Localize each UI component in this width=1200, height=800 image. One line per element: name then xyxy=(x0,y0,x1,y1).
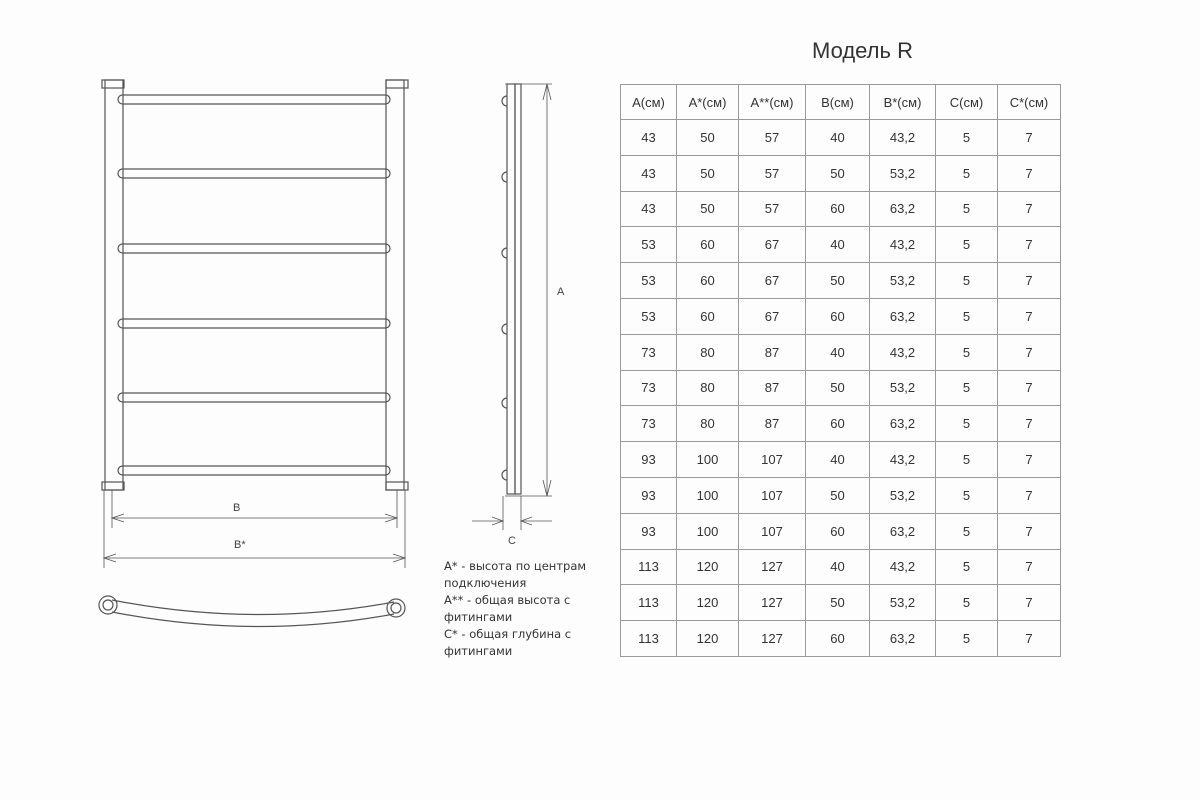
table-cell: 43 xyxy=(621,120,677,156)
note-a-double-star: A** - общая высота с фитингами xyxy=(444,593,571,624)
table-cell: 5 xyxy=(936,406,998,442)
table-row xyxy=(621,406,1061,442)
note-a-star: A* - высота по центрам подключения xyxy=(444,559,587,590)
table-cell: 60 xyxy=(677,227,739,263)
header-c-star: C*(см) xyxy=(998,85,1061,120)
table-cell: 5 xyxy=(936,513,998,549)
table-row xyxy=(621,549,1061,585)
table-cell: 53 xyxy=(621,298,677,334)
table-row xyxy=(621,120,1061,156)
note-c-star: C* - общая глубина с фитингами xyxy=(444,627,572,658)
table-cell: 50 xyxy=(677,120,739,156)
table-cell: 63,2 xyxy=(870,621,936,657)
right-vertical-pipe xyxy=(386,80,404,490)
table-cell: 57 xyxy=(739,120,806,156)
table-cell: 7 xyxy=(998,191,1061,227)
table-cell: 5 xyxy=(936,549,998,585)
table-cell: 100 xyxy=(677,513,739,549)
table-cell: 80 xyxy=(677,370,739,406)
table-cell: 5 xyxy=(936,263,998,299)
table-cell: 127 xyxy=(739,621,806,657)
table-cell: 53,2 xyxy=(870,155,936,191)
table-cell: 40 xyxy=(806,549,870,585)
table-cell: 63,2 xyxy=(870,513,936,549)
header-b-star: B*(см) xyxy=(870,85,936,120)
table-cell: 87 xyxy=(739,370,806,406)
table-cell: 60 xyxy=(806,298,870,334)
table-cell: 5 xyxy=(936,370,998,406)
table-cell: 7 xyxy=(998,549,1061,585)
table-cell: 53,2 xyxy=(870,263,936,299)
table-cell: 40 xyxy=(806,334,870,370)
table-cell: 50 xyxy=(677,191,739,227)
table-cell: 120 xyxy=(677,621,739,657)
table-cell: 53,2 xyxy=(870,585,936,621)
table-cell: 63,2 xyxy=(870,191,936,227)
table-row xyxy=(621,370,1061,406)
table-row xyxy=(621,477,1061,513)
table-cell: 7 xyxy=(998,227,1061,263)
dimension-notes xyxy=(444,558,614,660)
table-cell: 60 xyxy=(806,191,870,227)
table-cell: 50 xyxy=(806,370,870,406)
table-cell: 107 xyxy=(739,442,806,478)
table-cell: 57 xyxy=(739,191,806,227)
table-row xyxy=(621,155,1061,191)
table-cell: 43,2 xyxy=(870,549,936,585)
left-vertical-pipe xyxy=(105,80,123,490)
header-a: A(см) xyxy=(621,85,677,120)
table-cell: 60 xyxy=(806,513,870,549)
table-cell: 60 xyxy=(806,621,870,657)
page-title: Модель R xyxy=(812,38,913,63)
table-row xyxy=(621,334,1061,370)
table-cell: 40 xyxy=(806,442,870,478)
table-header-row xyxy=(621,85,1061,120)
table-cell: 50 xyxy=(677,155,739,191)
table-cell: 43 xyxy=(621,155,677,191)
table-cell: 7 xyxy=(998,120,1061,156)
right-bottom-cap xyxy=(386,482,408,490)
table-cell: 7 xyxy=(998,155,1061,191)
table-cell: 5 xyxy=(936,621,998,657)
side-view xyxy=(472,84,552,530)
rung-4 xyxy=(118,319,390,328)
table-cell: 5 xyxy=(936,298,998,334)
table-cell: 7 xyxy=(998,370,1061,406)
header-a-star: A*(см) xyxy=(677,85,739,120)
table-cell: 107 xyxy=(739,477,806,513)
table-row xyxy=(621,621,1061,657)
table-cell: 7 xyxy=(998,442,1061,478)
table-cell: 53,2 xyxy=(870,370,936,406)
table-cell: 100 xyxy=(677,442,739,478)
table-cell: 7 xyxy=(998,334,1061,370)
rung-1 xyxy=(118,95,390,104)
table-cell: 67 xyxy=(739,227,806,263)
label-c: C xyxy=(508,535,516,547)
table-cell: 5 xyxy=(936,227,998,263)
table-row xyxy=(621,191,1061,227)
table-cell: 7 xyxy=(998,263,1061,299)
table-cell: 67 xyxy=(739,298,806,334)
table-cell: 107 xyxy=(739,513,806,549)
dimensions-table xyxy=(620,84,1061,657)
table-row xyxy=(621,513,1061,549)
table-cell: 7 xyxy=(998,477,1061,513)
table-cell: 57 xyxy=(739,155,806,191)
header-b: B(см) xyxy=(806,85,870,120)
rung-2 xyxy=(118,169,390,178)
table-cell: 53 xyxy=(621,227,677,263)
table-cell: 113 xyxy=(621,585,677,621)
table-row xyxy=(621,263,1061,299)
table-cell: 93 xyxy=(621,477,677,513)
table-cell: 73 xyxy=(621,406,677,442)
table-cell: 53 xyxy=(621,263,677,299)
table-cell: 50 xyxy=(806,477,870,513)
table-row xyxy=(621,442,1061,478)
table-cell: 43,2 xyxy=(870,227,936,263)
table-cell: 73 xyxy=(621,370,677,406)
table-cell: 93 xyxy=(621,442,677,478)
table-cell: 113 xyxy=(621,549,677,585)
table-cell: 80 xyxy=(677,334,739,370)
table-cell: 60 xyxy=(677,298,739,334)
table-cell: 50 xyxy=(806,585,870,621)
table-cell: 80 xyxy=(677,406,739,442)
table-cell: 5 xyxy=(936,334,998,370)
table-body xyxy=(621,120,1061,657)
table-cell: 127 xyxy=(739,585,806,621)
table-cell: 43,2 xyxy=(870,442,936,478)
table-cell: 100 xyxy=(677,477,739,513)
table-row xyxy=(621,227,1061,263)
rung-6 xyxy=(118,466,390,475)
table-cell: 7 xyxy=(998,585,1061,621)
table-cell: 67 xyxy=(739,263,806,299)
header-c: C(см) xyxy=(936,85,998,120)
table-cell: 43,2 xyxy=(870,120,936,156)
label-b-total: B* xyxy=(234,539,246,551)
side-pipe-inner xyxy=(515,84,521,494)
table-cell: 87 xyxy=(739,406,806,442)
table-cell: 7 xyxy=(998,513,1061,549)
table-cell: 113 xyxy=(621,621,677,657)
table-cell: 60 xyxy=(806,406,870,442)
table-cell: 120 xyxy=(677,585,739,621)
table-cell: 50 xyxy=(806,155,870,191)
table-cell: 43 xyxy=(621,191,677,227)
rung-5 xyxy=(118,393,390,402)
table-cell: 7 xyxy=(998,298,1061,334)
header-a-double-star: A**(см) xyxy=(739,85,806,120)
top-view xyxy=(99,596,405,627)
table-cell: 5 xyxy=(936,585,998,621)
table-cell: 60 xyxy=(677,263,739,299)
rung-3 xyxy=(118,244,390,253)
label-b: B xyxy=(233,502,241,514)
table-cell: 53,2 xyxy=(870,477,936,513)
table-cell: 50 xyxy=(806,263,870,299)
front-view xyxy=(102,80,408,568)
table-cell: 5 xyxy=(936,191,998,227)
table-cell: 63,2 xyxy=(870,406,936,442)
table-cell: 127 xyxy=(739,549,806,585)
table-cell: 87 xyxy=(739,334,806,370)
table-cell: 40 xyxy=(806,227,870,263)
table-cell: 40 xyxy=(806,120,870,156)
table-cell: 120 xyxy=(677,549,739,585)
table-cell: 93 xyxy=(621,513,677,549)
table-cell: 73 xyxy=(621,334,677,370)
label-a: A xyxy=(557,286,565,298)
table-cell: 63,2 xyxy=(870,298,936,334)
table-cell: 5 xyxy=(936,442,998,478)
table-cell: 5 xyxy=(936,477,998,513)
table-cell: 43,2 xyxy=(870,334,936,370)
table-cell: 5 xyxy=(936,120,998,156)
table-cell: 5 xyxy=(936,155,998,191)
side-pipe-outer xyxy=(507,84,515,494)
right-top-cap xyxy=(386,80,408,88)
table-row xyxy=(621,298,1061,334)
table-cell: 7 xyxy=(998,406,1061,442)
table-cell: 7 xyxy=(998,621,1061,657)
table-row xyxy=(621,585,1061,621)
